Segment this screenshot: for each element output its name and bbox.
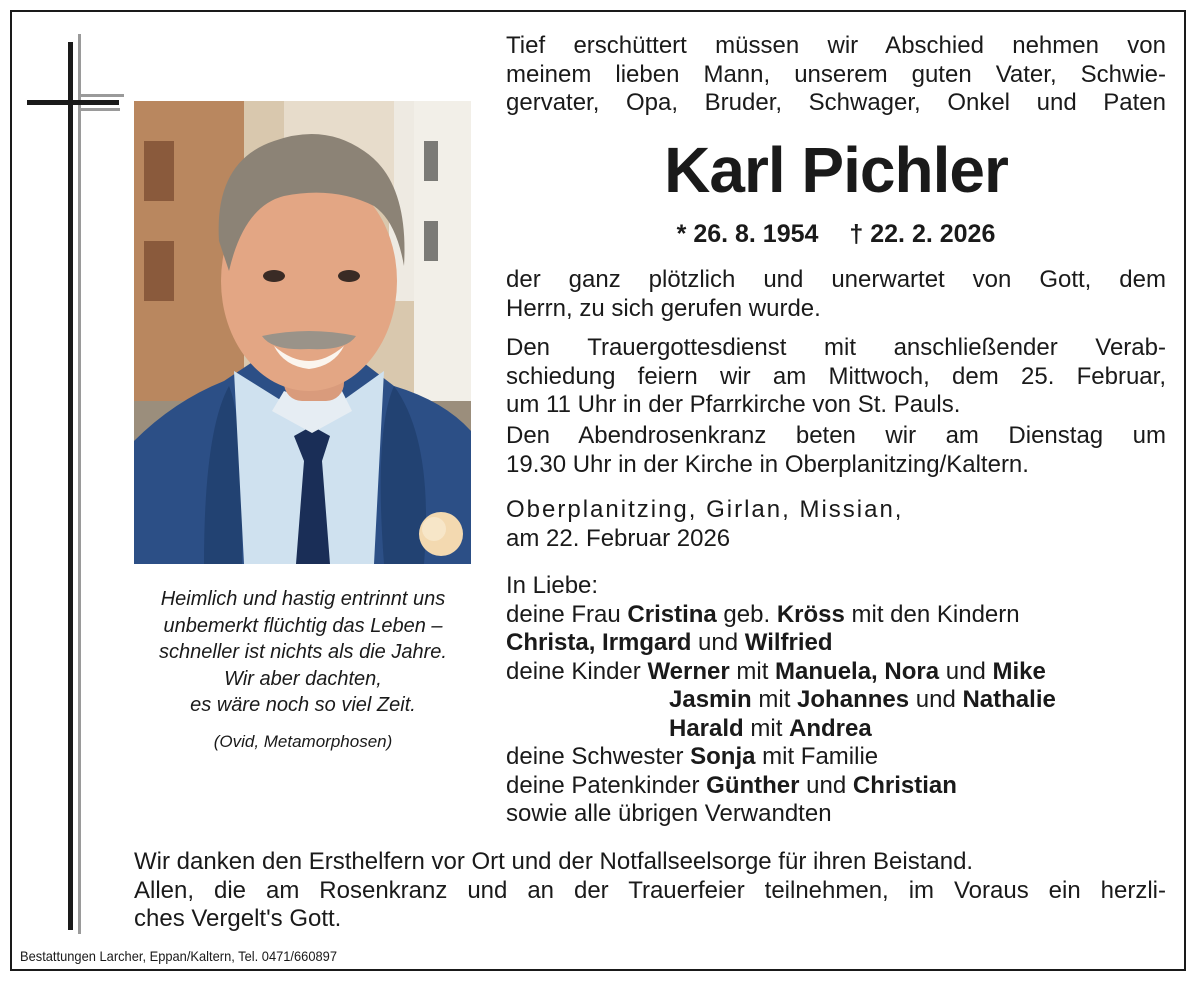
paragraph-line: Den Abendrosenkranz beten wir am Dienstag um: [506, 422, 1166, 449]
memorial-quote: [130, 586, 476, 755]
quote-line: es wäre noch so viel Zeit.: [190, 694, 416, 716]
funeral-home-footer: Bestattungen Larcher, Eppan/Kaltern, Tel. 0471/660897: [20, 948, 337, 964]
paragraph-line: um 11 Uhr in der Pfarrkirche von St. Pauls.: [506, 391, 961, 418]
place-line: Oberplanitzing, Girlan, Missian,: [506, 496, 904, 523]
thanks-text: [134, 848, 1166, 934]
quote-line: Heimlich und hastig entrinnt uns: [160, 588, 446, 610]
date-line: am 22. Februar 2026: [506, 524, 731, 552]
mourner-line: Christa, Irmgard und Wilfried: [506, 629, 833, 656]
birth-date: * 26. 8. 1954: [676, 220, 819, 248]
paragraph-line: schiedung feiern wir am Mittwoch, dem 25. Februar,: [506, 362, 1166, 390]
mourner-line: deine Frau Cristina geb. Kröss mit den Kindern: [506, 600, 1020, 628]
mourners-heading: In Liebe:: [506, 572, 599, 599]
intro-text: [506, 32, 1166, 118]
mourner-line: Harald mit Andrea: [669, 714, 872, 742]
quote-line: schneller ist nichts als die Jahre.: [159, 641, 447, 663]
paragraph-line: 19.30 Uhr in der Kirche in Oberplanitzing/Kaltern.: [506, 450, 1029, 478]
rosary-text: [506, 422, 1166, 479]
intro-line: meinem lieben Mann, unserem guten Vater, Schwie-: [506, 60, 1166, 88]
life-dates: [506, 220, 1166, 249]
mourner-line: deine Kinder Werner mit Manuela, Nora und Mike: [506, 657, 1046, 685]
mourner-line: Jasmin mit Johannes und Nathalie: [669, 686, 1056, 713]
quote-line: unbemerkt flüchtig das Leben –: [163, 614, 443, 637]
portrait-photo: [134, 101, 471, 564]
paragraph-line: der ganz plötzlich und unerwartet von Gott, dem: [506, 266, 1166, 293]
thanks-line: ches Vergelt's Gott.: [134, 905, 342, 932]
funeral-service-text: [506, 334, 1166, 420]
mourner-line: sowie alle übrigen Verwandten: [506, 800, 832, 827]
deceased-name: Karl Pichler: [664, 134, 1008, 206]
quote-line: Wir aber dachten,: [224, 667, 382, 690]
paragraph-line: Herrn, zu sich gerufen wurde.: [506, 294, 821, 322]
intro-line: gervater, Opa, Bruder, Schwager, Onkel und Paten: [506, 89, 1166, 116]
thanks-line: Allen, die am Rosenkranz und an der Trauerfeier teilnehmen, im Voraus ein herzli-: [134, 876, 1166, 904]
passing-text: [506, 266, 1166, 323]
thanks-line: Wir danken den Ersthelfern vor Ort und der Notfallseelsorge für ihren Beistand.: [134, 848, 974, 875]
mourner-line: deine Schwester Sonja mit Familie: [506, 743, 879, 770]
mourners-list: [506, 572, 1166, 829]
intro-line: Tief erschüttert müssen wir Abschied nehmen von: [506, 32, 1166, 59]
paragraph-line: Den Trauergottesdienst mit anschließender Verab-: [506, 334, 1166, 361]
death-date: † 22. 2. 2026: [849, 220, 996, 248]
place-date: [506, 496, 1166, 553]
quote-source: (Ovid, Metamorphosen): [213, 731, 393, 751]
mourner-line: deine Patenkinder Günther und Christian: [506, 771, 957, 799]
